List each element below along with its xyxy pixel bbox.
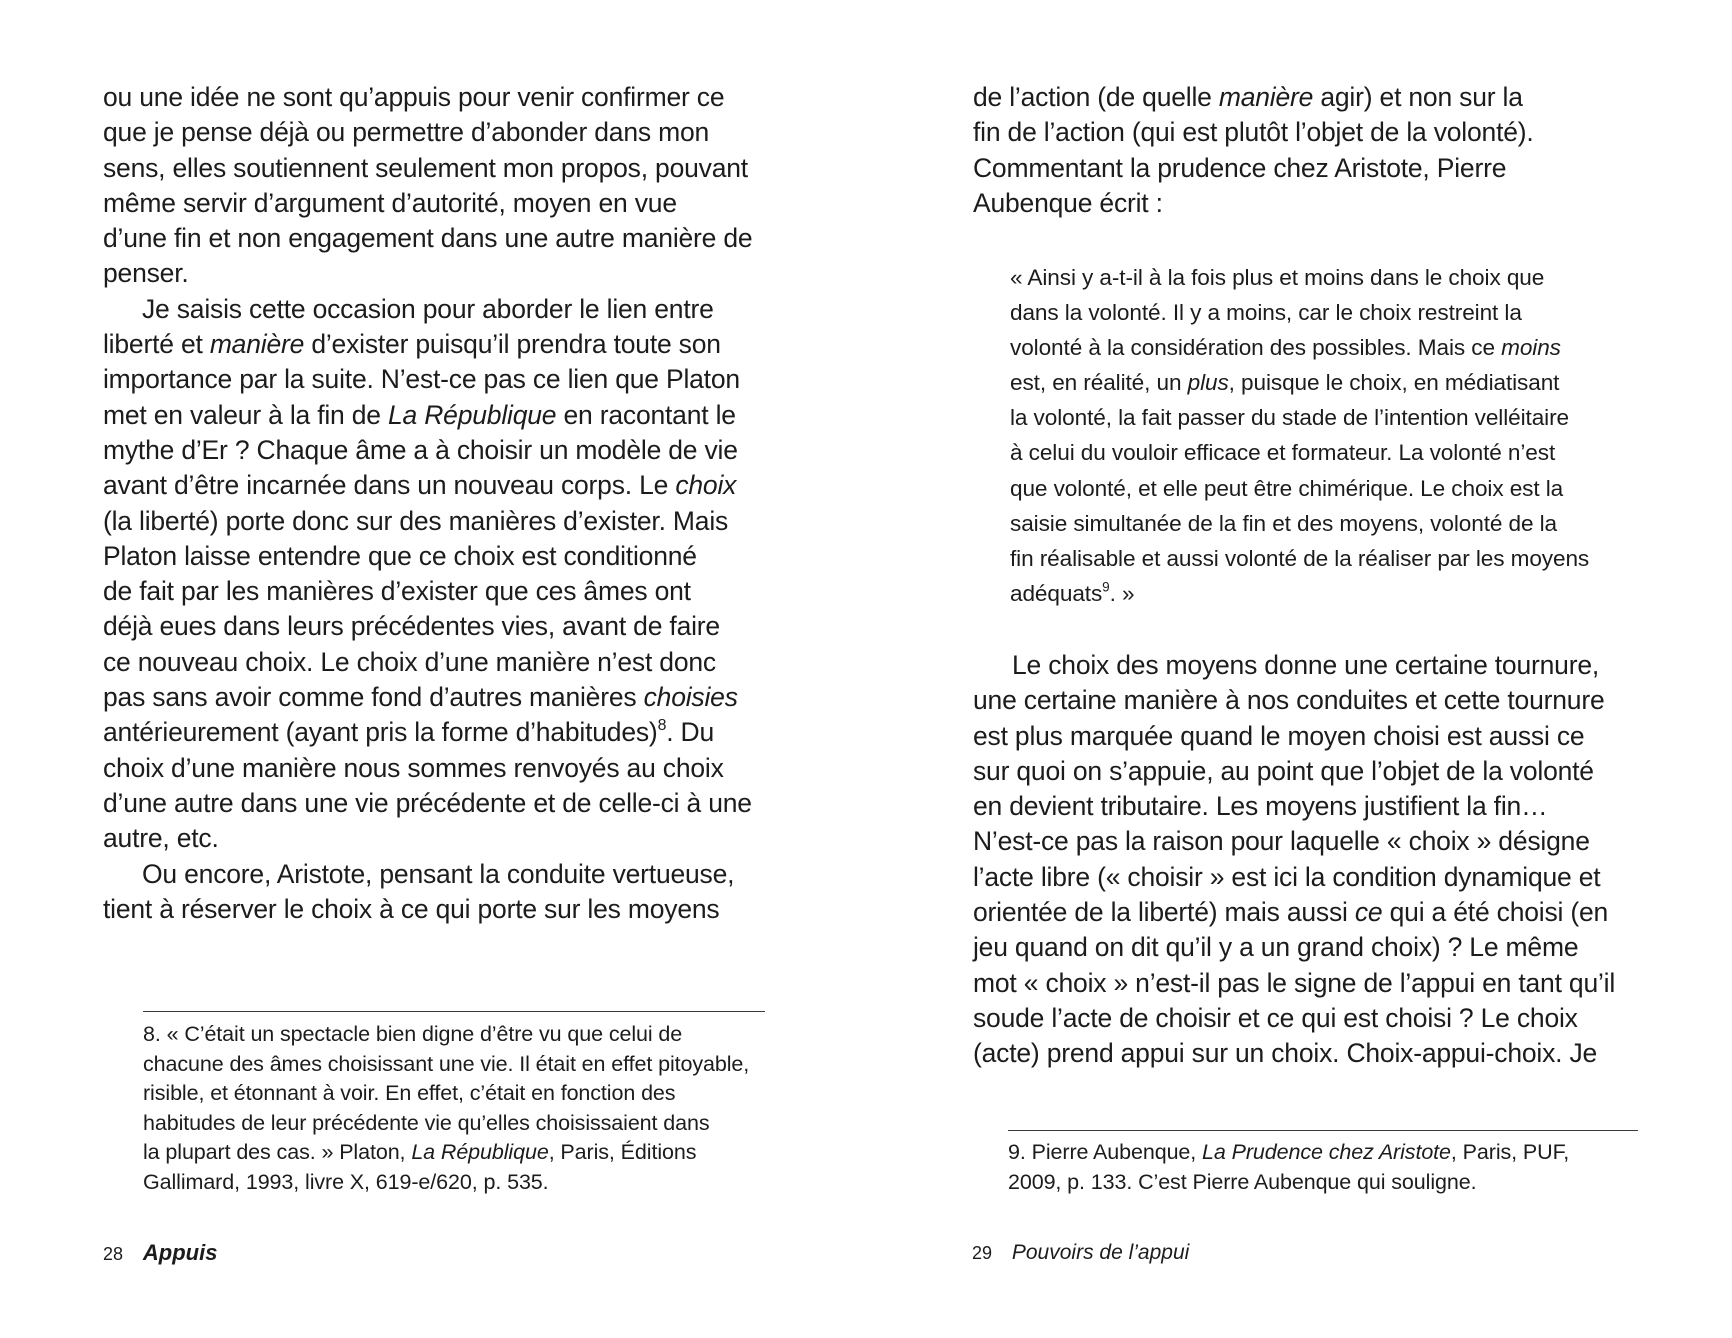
footnote-reference[interactable]: 9	[1102, 579, 1110, 595]
text-line: risible, et étonnant à voir. En effet, c’était en fonction des	[143, 1081, 676, 1106]
text-line: d’une fin et non engagement dans une autre manière de	[103, 223, 753, 254]
text-line: ou une idée ne sont qu’appuis pour venir confirmer ce	[103, 82, 725, 112]
block-quote	[1010, 260, 1589, 611]
text-line: choix d’une manière nous sommes renvoyés au choix	[103, 752, 724, 783]
text-line: (la liberté) porte donc sur des manières d’exister. Mais	[103, 505, 729, 536]
italic-text: plus	[1187, 370, 1229, 396]
text-segment: volonté à la considération des possibles. Mais ce	[1010, 335, 1502, 361]
page-number: 29	[972, 1243, 993, 1263]
text-line: sur quoi on s’appuie, au point que l’objet de la volonté	[973, 755, 1594, 786]
text-line: est plus marquée quand le moyen choisi est aussi ce	[973, 720, 1585, 751]
text-segment: est, en réalité, un	[1010, 370, 1188, 396]
text-line: Platon laisse entendre que ce choix est conditionné	[103, 540, 697, 571]
text-line: chacune des âmes choisissant une vie. Il était en effet pitoyable,	[143, 1051, 750, 1076]
footnote-rule	[143, 1011, 765, 1012]
text-line: tient à réserver le choix à ce qui porte sur les moyens	[103, 893, 720, 924]
italic-text: choisies	[643, 682, 738, 713]
text-line: soude l’acte de choisir et ce qui est choisi ? Le choix	[973, 1002, 1578, 1033]
italic-text: manière	[209, 329, 305, 360]
text-segment: agir) et non sur la	[1313, 82, 1523, 112]
text-line: (acte) prend appui sur un choix. Choix-appui-choix. Je	[973, 1038, 1598, 1069]
text-line: fin réalisable et aussi volonté de la réaliser par les moyens	[1010, 545, 1590, 571]
page-number: 28	[103, 1244, 124, 1264]
text-line: Ou encore, Aristote, pensant la conduite vertueuse,	[142, 858, 735, 889]
text-line: d’une autre dans une vie précédente et de celle-ci à une	[103, 787, 752, 818]
text-line: Aubenque écrit :	[973, 187, 1163, 218]
italic-text: La République	[388, 399, 557, 430]
text-line: la volonté, la fait passer du stade de l’intention velléitaire	[1010, 405, 1569, 431]
text-segment: qui a été choisi (en	[1382, 897, 1609, 928]
text-line: que volonté, et elle peut être chimérique. Le choix est la	[1010, 475, 1564, 501]
text-line: l’acte libre (« choisir » est ici la condition dynamique et	[973, 861, 1601, 892]
text-line: une certaine manière à nos conduites et cette tournure	[973, 685, 1605, 716]
text-line: mot « choix » n’est-il pas le signe de l’appui en tant qu’il	[973, 967, 1616, 998]
text-segment: d’exister puisqu’il prendra toute son	[304, 329, 721, 360]
text-line: Le choix des moyens donne une certaine tournure,	[1012, 650, 1600, 680]
text-line	[973, 80, 1534, 115]
text-line: importance par la suite. N’est-ce pas ce lien que Platon	[103, 364, 740, 395]
running-title: Appuis	[142, 1240, 218, 1265]
body-text-bottom	[973, 648, 1615, 1072]
text-segment: antérieurement (ayant pris la forme d’habitudes)	[103, 717, 658, 748]
text-line: saisie simultanée de la fin et des moyens, volonté de la	[1010, 510, 1558, 536]
italic-text: La Prudence chez Aristote	[1202, 1140, 1451, 1164]
text-line: sens, elles soutiennent seulement mon propos, pouvant	[103, 152, 748, 183]
body-text-top	[973, 80, 1534, 221]
text-line: fin de l’action (qui est plutôt l’objet de la volonté).	[973, 117, 1534, 148]
text-segment: , Paris, PUF,	[1450, 1140, 1570, 1164]
italic-text: manière	[1218, 82, 1314, 112]
text-segment: de l’action (de quelle	[973, 82, 1219, 112]
text-segment: la plupart des cas. » Platon,	[143, 1140, 412, 1165]
footnote-rule	[1008, 1130, 1638, 1131]
text-line: Je saisis cette occasion pour aborder le lien entre	[142, 293, 714, 324]
text-line	[103, 398, 752, 433]
italic-text: ce	[1354, 897, 1383, 928]
running-title: Pouvoirs de l’appui	[1011, 1241, 1190, 1264]
footnote-9	[1008, 1138, 1569, 1197]
italic-text: choix	[675, 470, 737, 501]
text-line: que je pense déjà ou permettre d’abonder dans mon	[103, 117, 710, 148]
text-line: mythe d’Er ? Chaque âme a à choisir un modèle de vie	[103, 434, 738, 465]
text-line: autre, etc.	[103, 823, 219, 854]
text-segment: . »	[1109, 580, 1135, 606]
text-line: en devient tributaire. Les moyens justifient la fin…	[973, 791, 1548, 822]
text-line	[103, 680, 752, 715]
text-line: même servir d’argument d’autorité, moyen en vue	[103, 187, 677, 218]
text-line: 2009, p. 133. C’est Pierre Aubenque qui souligne.	[1008, 1169, 1477, 1194]
text-line: N’est-ce pas la raison pour laquelle « choix » désigne	[973, 826, 1590, 857]
text-segment: . Du	[666, 717, 715, 748]
footnote-8	[143, 1020, 749, 1198]
text-line	[1010, 365, 1589, 400]
page-footer	[103, 1238, 217, 1269]
text-segment: , Paris, Éditions	[548, 1140, 697, 1165]
text-line	[1010, 330, 1589, 365]
text-segment: , puisque le choix, en médiatisant	[1228, 370, 1560, 396]
body-text	[103, 80, 752, 927]
italic-text: moins	[1501, 335, 1561, 361]
text-segment: avant d’être incarnée dans un nouveau corps. Le	[103, 470, 676, 501]
right-page	[866, 0, 1732, 1338]
text-line	[1008, 1138, 1569, 1168]
text-segment: 9. Pierre Aubenque,	[1008, 1140, 1203, 1164]
text-segment: en racontant le	[556, 399, 736, 430]
text-line: jeu quand on dit qu’il y a un grand choix) ? Le même	[973, 932, 1579, 963]
text-line: 8. « C’était un spectacle bien digne d’être vu que celui de	[143, 1022, 683, 1046]
text-line: dans la volonté. Il y a moins, car le choix restreint la	[1010, 300, 1522, 326]
text-line: habitudes de leur précédente vie qu’elles choisissaient dans	[143, 1110, 710, 1135]
text-line	[143, 1138, 749, 1168]
text-line	[103, 327, 752, 362]
footnote-reference[interactable]: 8	[657, 717, 667, 735]
text-line	[103, 468, 752, 503]
page-footer	[972, 1238, 1189, 1268]
text-line: Commentant la prudence chez Aristote, Pierre	[973, 152, 1507, 183]
text-segment: adéquats	[1010, 580, 1103, 606]
text-line: de fait par les manières d’exister que ces âmes ont	[103, 576, 691, 607]
text-line: déjà eues dans leurs précédentes vies, avant de faire	[103, 611, 720, 642]
text-segment: liberté et	[103, 329, 210, 360]
text-segment: orientée de la liberté) mais aussi	[973, 897, 1355, 928]
text-line: à celui du vouloir efficace et formateur. La volonté n’est	[1010, 440, 1556, 466]
text-segment: pas sans avoir comme fond d’autres manières	[103, 682, 644, 713]
text-segment: met en valeur à la fin de	[103, 399, 388, 430]
text-line: « Ainsi y a-t-il à la fois plus et moins dans le choix que	[1010, 265, 1545, 290]
italic-text: La République	[411, 1140, 549, 1165]
text-line	[1010, 576, 1589, 611]
text-line	[973, 895, 1615, 930]
text-line: penser.	[103, 258, 189, 289]
text-line: Gallimard, 1993, livre X, 619-e/620, p. 535.	[143, 1169, 549, 1194]
text-line	[103, 715, 752, 750]
text-line: ce nouveau choix. Le choix d’une manière n’est donc	[103, 646, 716, 677]
